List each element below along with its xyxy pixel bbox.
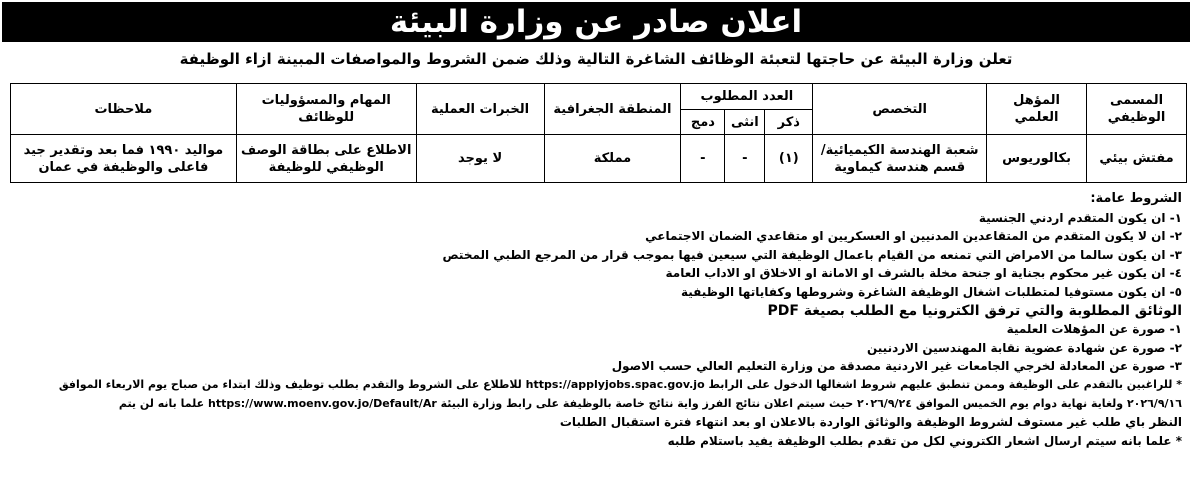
header-qualification: المؤهل العلمي	[987, 84, 1087, 135]
cell-specialty: شعبة الهندسة الكيميائية/ قسم هندسة كيماوية	[813, 135, 987, 183]
announcement-banner: اعلان صادر عن وزارة البيئة	[2, 2, 1190, 42]
header-region: المنطقة الجغرافية	[544, 84, 681, 135]
general-condition-item: ٥- ان يكون مستوفيا لمتطلبات اشغال الوظيفة الشاغرة وشروطها وكفاياتها الوظيفية	[680, 284, 1182, 299]
general-conditions-heading: الشروط عامة:	[1090, 191, 1182, 206]
header-specialty: التخصص	[813, 84, 987, 135]
note-line: * للراغبين بالتقدم على الوظيفة وممن تنطبق عليهم شروط اشغالها الدخول على الرابط https://applyjobs.spac.gov.jo للاطلاع على الشروط والتقدم بطلب توظيف وذلك ابتداء من صباح يوم الاربعاء الموافق	[58, 377, 1182, 391]
documents-heading: الوثائق المطلوبة والتي ترفق الكترونيا مع الطلب بصيغة PDF	[767, 302, 1182, 319]
conditions-section	[6, 190, 1182, 450]
document-item: ٢- صورة عن شهادة عضوية نقابة المهندسين الاردنيين	[866, 340, 1182, 355]
announcement-intro: تعلن وزارة البيئة عن حاجتها لتعبئة الوظائف الشاغرة التالية وذلك ضمن الشروط والمواصفات المبينة ازاء الوظيفة	[179, 50, 1013, 68]
cell-tasks: الاطلاع على بطاقة الوصف الوظيفي للوظيفة	[236, 135, 416, 183]
header-female: انثى	[725, 109, 765, 135]
header-male: ذكر	[765, 109, 813, 135]
header-experience: الخبرات العملية	[416, 84, 544, 135]
general-condition-item: ٤- ان يكون غير محكوم بجناية او جنحة مخلة بالشرف او الامانة او الاخلاق او الاداب العامة	[665, 266, 1182, 281]
header-notes: ملاحظات	[11, 84, 237, 135]
cell-female: -	[725, 135, 765, 183]
jobs-table	[10, 83, 1187, 183]
header-tasks: المهام والمسؤوليات للوظائف	[236, 84, 416, 135]
cell-notes: مواليد ١٩٩٠ فما بعد وتقدير جيد فاعلى والوظيفة في عمان	[11, 135, 237, 183]
cell-male: (١)	[765, 135, 813, 183]
document-item: ٣- صورة عن المعادلة لخرجي الجامعات غير الاردنية مصدقة من وزارة التعليم العالي حسب الاصول	[611, 359, 1182, 374]
table-row	[11, 135, 1187, 183]
header-count: العدد المطلوب	[681, 84, 813, 110]
note-line: ٢٠٢٦/٩/١٦ ولغاية نهاية دوام يوم الخميس الموافق ٢٠٢٦/٩/٢٤ حيث سيتم اعلان نتائج الفرز واية نتائج خاصة بالوظيفة على رابط وزارة البيئة https://www.moenv.gov.jo/Default/Ar علما بانه لن يتم	[118, 396, 1182, 410]
general-condition-item: ١- ان يكون المتقدم اردني الجنسية	[978, 210, 1182, 225]
general-condition-item: ٣- ان يكون سالما من الامراض التي تمنعه من القيام باعمال الوظيفة التي سيعين فيها بموجب قرار من المرجع الطبي المختص	[442, 247, 1182, 262]
cell-region: مملكة	[544, 135, 681, 183]
general-condition-item: ٢- ان لا يكون المتقدم من المتقاعدين المدنيين او العسكريين او متقاعدي الضمان الاجتماعي	[645, 229, 1182, 244]
note-line: النظر باي طلب غير مستوف لشروط الوظيفة والوثائق الواردة بالاعلان او بعد انتهاء فترة استقبال الطلبات	[559, 415, 1182, 430]
header-merged: دمج	[681, 109, 725, 135]
cell-qualification: بكالوريوس	[987, 135, 1087, 183]
cell-merged: -	[681, 135, 725, 183]
header-title: المسمى الوظيفي	[1087, 84, 1187, 135]
document-item: ١- صورة عن المؤهلات العلمية	[1006, 322, 1182, 337]
note-line: * علما بانه سيتم ارسال اشعار الكتروني لكل من تقدم بطلب الوظيفة يفيد باستلام طلبه	[667, 433, 1182, 448]
cell-experience: لا يوجد	[416, 135, 544, 183]
table-header-row	[11, 84, 1187, 110]
cell-title: مفتش بيئي	[1087, 135, 1187, 183]
